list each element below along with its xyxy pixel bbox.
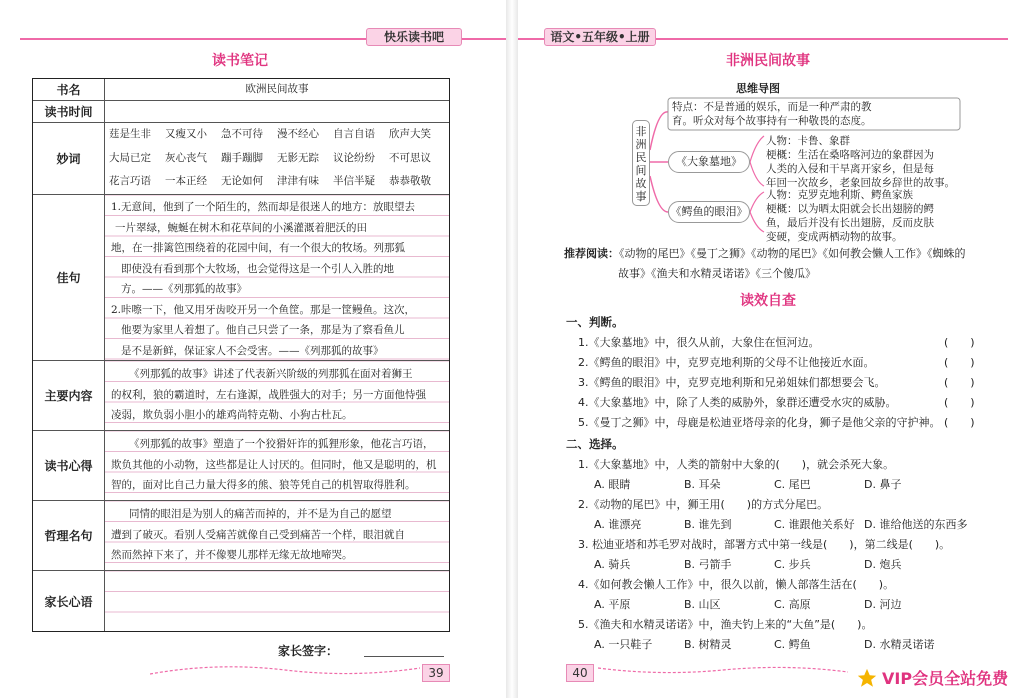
page-number: 39	[422, 664, 450, 682]
option[interactable]: B. 弓箭手	[684, 558, 732, 571]
quote-text	[105, 501, 449, 570]
mindmap-root: 非洲民间故事	[632, 120, 650, 206]
choice-options	[594, 556, 954, 572]
choice-question: 5.《渔夫和水精灵诺诺》中，渔夫钓上来的“大鱼”是( )。	[578, 618, 873, 631]
self-check-title: 读效自查	[740, 293, 796, 309]
judge-item: 5.《曼丁之狮》中，母鹿是松迪亚塔母亲的化身，狮子是他父亲的守护神。	[578, 416, 941, 429]
judge-item: 1.《大象墓地》中，很久从前，大象住在恒河边。	[578, 336, 820, 349]
mindmap-node-elephant: 《大象墓地》	[668, 151, 750, 173]
sentence-line: 一片翠绿，蜿蜒在树木和花草间的小溪灌溉着肥沃的田	[115, 221, 367, 234]
vocab-word: 无影无踪	[277, 151, 319, 164]
feature-line: 特点：不是普通的娱乐，而是一种严肃的教	[672, 101, 872, 113]
judge-item: 3.《鳄鱼的眼泪》中，克罗克地利斯和兄弟姐妹们都想要会飞。	[578, 376, 886, 389]
option[interactable]: B. 树精灵	[684, 638, 732, 651]
content-line: 《列那狐的故事》讲述了代表新兴阶级的列那狐在面对着狮王	[129, 368, 413, 380]
parent-signature-label: 家长签字：	[278, 644, 339, 658]
option[interactable]: D. 炮兵	[864, 558, 902, 571]
choice-question: 4.《如何教会懒人工作》中，很久以前，懒人部落生活在( )。	[578, 578, 895, 591]
detail-line: 梗概：以为晒太阳就会长出翅膀的鳄	[766, 203, 934, 215]
star-icon	[856, 667, 878, 689]
mindmap-crocodile-detail	[766, 188, 934, 244]
content-text	[105, 361, 449, 430]
vocab-word: 半信半疑	[333, 175, 375, 188]
quote-line: 然而然掉下来了，并不像婴儿那样无缘无故地啼哭。	[111, 549, 353, 561]
choice-options	[594, 596, 954, 612]
mindmap-title: 思维导图	[736, 82, 780, 95]
vocab-word: 蹦手蹦脚	[221, 151, 263, 164]
vocab-word: 急不可待	[221, 128, 263, 140]
judge-item: 4.《大象墓地》中，除了人类的威胁外，象群还遭受水灾的威胁。	[578, 396, 897, 409]
option[interactable]: A. 平原	[594, 598, 631, 611]
row-words	[33, 123, 449, 195]
page-number: 40	[566, 664, 594, 682]
option[interactable]: C. 步兵	[774, 558, 811, 571]
word-grid	[105, 123, 449, 194]
section-judge: 一、判断。	[566, 315, 624, 329]
footer-wave	[598, 662, 848, 678]
label-time: 读书时间	[33, 101, 105, 122]
option[interactable]: A. 骑兵	[594, 558, 631, 571]
label-sentences: 佳句	[33, 195, 105, 360]
label-parent: 家长心语	[33, 571, 105, 631]
judge-item: 2.《鳄鱼的眼泪》中，克罗克地利斯的父母不让他接近水面。	[578, 356, 875, 369]
watermark-text: VIP会员全站免费	[882, 669, 1009, 688]
vocab-word: 一本正经	[165, 175, 207, 188]
mindmap-feature	[672, 100, 872, 128]
option[interactable]: C. 谁跟他关系好	[774, 518, 855, 531]
detail-line: 人类的入侵和干旱离开家乡，但是每	[766, 163, 934, 175]
sentence-line: 地，在一排篱笆围绕着的花园中间，有一个很大的牧场。列那狐	[111, 242, 405, 254]
sentences-text	[105, 195, 449, 360]
content-line: 凌弱，欺负弱小胆小的雄鸡尚特克勒、小狗古杜瓦。	[111, 409, 353, 421]
label-content: 主要内容	[33, 361, 105, 430]
choice-options	[594, 516, 1004, 532]
sentence-line: 方。——《列那狐的故事》	[121, 283, 247, 295]
option[interactable]: D. 水精灵诺诺	[864, 638, 935, 651]
footer-wave	[150, 662, 420, 678]
vocab-word: 不可思议	[389, 151, 431, 164]
detail-line: 梗概：生活在桑咯喀河边的象群因为	[766, 149, 934, 161]
page-title: 非洲民间故事	[726, 53, 810, 69]
reading-time-value	[105, 101, 449, 122]
choice-question: 2.《动物的尾巴》中，狮王用( )的方式分尾巴。	[578, 498, 829, 511]
answer-blank[interactable]: ( )	[944, 336, 975, 349]
sentence-line: 他要为家里人着想了。他自己只尝了一条，那是为了察看鱼儿	[121, 324, 405, 336]
vocab-word: 漫不经心	[277, 128, 319, 140]
answer-blank[interactable]: ( )	[944, 356, 975, 369]
choice-options	[594, 476, 954, 492]
row-sentences	[33, 195, 449, 361]
option[interactable]: D. 河边	[864, 598, 902, 611]
right-page	[518, 0, 1024, 698]
vocab-word: 议论纷纷	[333, 151, 375, 164]
option[interactable]: C. 尾巴	[774, 478, 811, 491]
option[interactable]: B. 山区	[684, 598, 721, 611]
option[interactable]: B. 谁先到	[684, 518, 732, 531]
label-feeling: 读书心得	[33, 431, 105, 500]
recommend-label: 推荐阅读：	[564, 247, 619, 260]
answer-blank[interactable]: ( )	[944, 416, 975, 429]
feeling-line: 欺负其他的小动物，这些都是让人讨厌的。但同时，他又是聪明的，机	[111, 458, 437, 471]
row-quote	[33, 501, 449, 571]
choice-question: 3. 松迪亚塔和苏毛罗对战时，部署方式中第一线是( )，第二线是( )。	[578, 538, 951, 551]
recommend-line: 《动物的尾巴》《曼丁之狮》《动物的尾巴》《如何教会懒人工作》《蜘蛛的	[619, 247, 966, 260]
header-tab: 语文•五年级•上册	[544, 28, 656, 46]
row-content	[33, 361, 449, 431]
row-time	[33, 101, 449, 123]
signature-line	[364, 656, 444, 657]
left-page	[0, 0, 506, 698]
sentence-line: 1.无意间，他到了一个陌生的，然而却是很迷人的地方：放眼望去	[111, 201, 416, 213]
option[interactable]: C. 鳄鱼	[774, 638, 811, 651]
feeling-text	[105, 431, 449, 500]
vip-watermark	[856, 666, 1008, 689]
vocab-word: 欣声大笑	[389, 128, 431, 140]
recommended-reading	[564, 244, 994, 284]
sentence-line: 是不是新鲜，保证家人不会受害。——《列那狐的故事》	[121, 344, 384, 357]
row-parent	[33, 571, 449, 631]
vocab-word: 莛是生非	[109, 128, 151, 140]
quote-line: 同情的眼泪是为别人的痛苦而掉的，并不是为自己的愿望	[129, 508, 392, 520]
choice-question: 1.《大象墓地》中，人类的箭射中大象的( )，就会杀死大象。	[578, 458, 895, 471]
vocab-word: 自言自语	[333, 128, 375, 140]
feeling-line: 《列那狐的故事》塑造了一个狡猾奸诈的狐狸形象，他花言巧语，	[129, 438, 434, 450]
feeling-line: 智的，面对比自己力量大得多的熊、狼等凭自己的机智取得胜利。	[111, 479, 416, 491]
option[interactable]: B. 耳朵	[684, 478, 721, 491]
vocab-word: 恭恭敬敬	[389, 175, 431, 188]
parent-note-area	[105, 571, 449, 631]
label-book: 书名	[33, 79, 105, 100]
sentence-line: 即使没有看到那个大牧场，也会觉得这是一个引人入胜的地	[121, 262, 394, 275]
option[interactable]: A. 眼睛	[594, 478, 631, 491]
vocab-word: 灰心丧气	[165, 151, 207, 164]
label-quote: 哲理名句	[33, 501, 105, 570]
label-words: 妙词	[33, 123, 105, 194]
sentence-line: 2.咔嚓一下，他又用牙齿咬开另一个鱼筐。那是一筐鳗鱼。这次，	[111, 303, 416, 316]
content-line: 的权利，狼的霸道时，左右逢源，战胜强大的对手；另一方面他恃强	[111, 388, 426, 401]
choice-options	[594, 636, 974, 652]
option[interactable]: C. 高原	[774, 598, 811, 611]
reading-notes-table	[32, 78, 450, 632]
mindmap-node-crocodile: 《鳄鱼的眼泪》	[668, 201, 750, 223]
detail-line: 鱼，最后并没有长出翅膀，反而皮肤	[766, 217, 934, 229]
header-tab: 快乐读书吧	[366, 28, 462, 46]
feature-line: 育。听众对每个故事持有一种敬畏的态度。	[672, 115, 872, 127]
row-book	[33, 79, 449, 101]
answer-blank[interactable]: ( )	[944, 396, 975, 409]
option[interactable]: D. 谁给他送的东西多	[864, 518, 968, 531]
vocab-word: 又瘦又小	[165, 128, 207, 140]
detail-line: 变硬，变成两栖动物的故事。	[766, 231, 903, 243]
option[interactable]: A. 一只鞋子	[594, 638, 653, 651]
book-gutter	[506, 0, 518, 698]
detail-line: 年回一次故乡，老象回故乡辞世的故事。	[766, 177, 955, 189]
vocab-word: 津津有味	[277, 175, 319, 188]
book-title: 欧洲民间故事	[245, 83, 309, 95]
answer-blank[interactable]: ( )	[944, 376, 975, 389]
page-title: 读书笔记	[212, 53, 268, 69]
section-choice: 二、选择。	[566, 437, 624, 451]
option[interactable]: A. 谁漂亮	[594, 518, 642, 531]
quote-line: 遭到了破灭。看别人受痛苦就像自己受到痛苦一个样，眼泪就自	[111, 528, 405, 541]
detail-line: 人物：卡鲁、象群	[766, 135, 850, 147]
detail-line: 人物：克罗克地利斯、鳄鱼家族	[766, 189, 913, 201]
row-feeling	[33, 431, 449, 501]
recommend-line: 故事》《渔夫和水精灵诺诺》《三个傻瓜》	[618, 267, 816, 280]
vocab-word: 无论如何	[221, 175, 263, 188]
vocab-word: 大局已定	[109, 151, 151, 164]
vocab-word: 花言巧语	[109, 175, 151, 188]
mindmap-elephant-detail	[766, 134, 955, 190]
option[interactable]: D. 鼻子	[864, 478, 902, 491]
